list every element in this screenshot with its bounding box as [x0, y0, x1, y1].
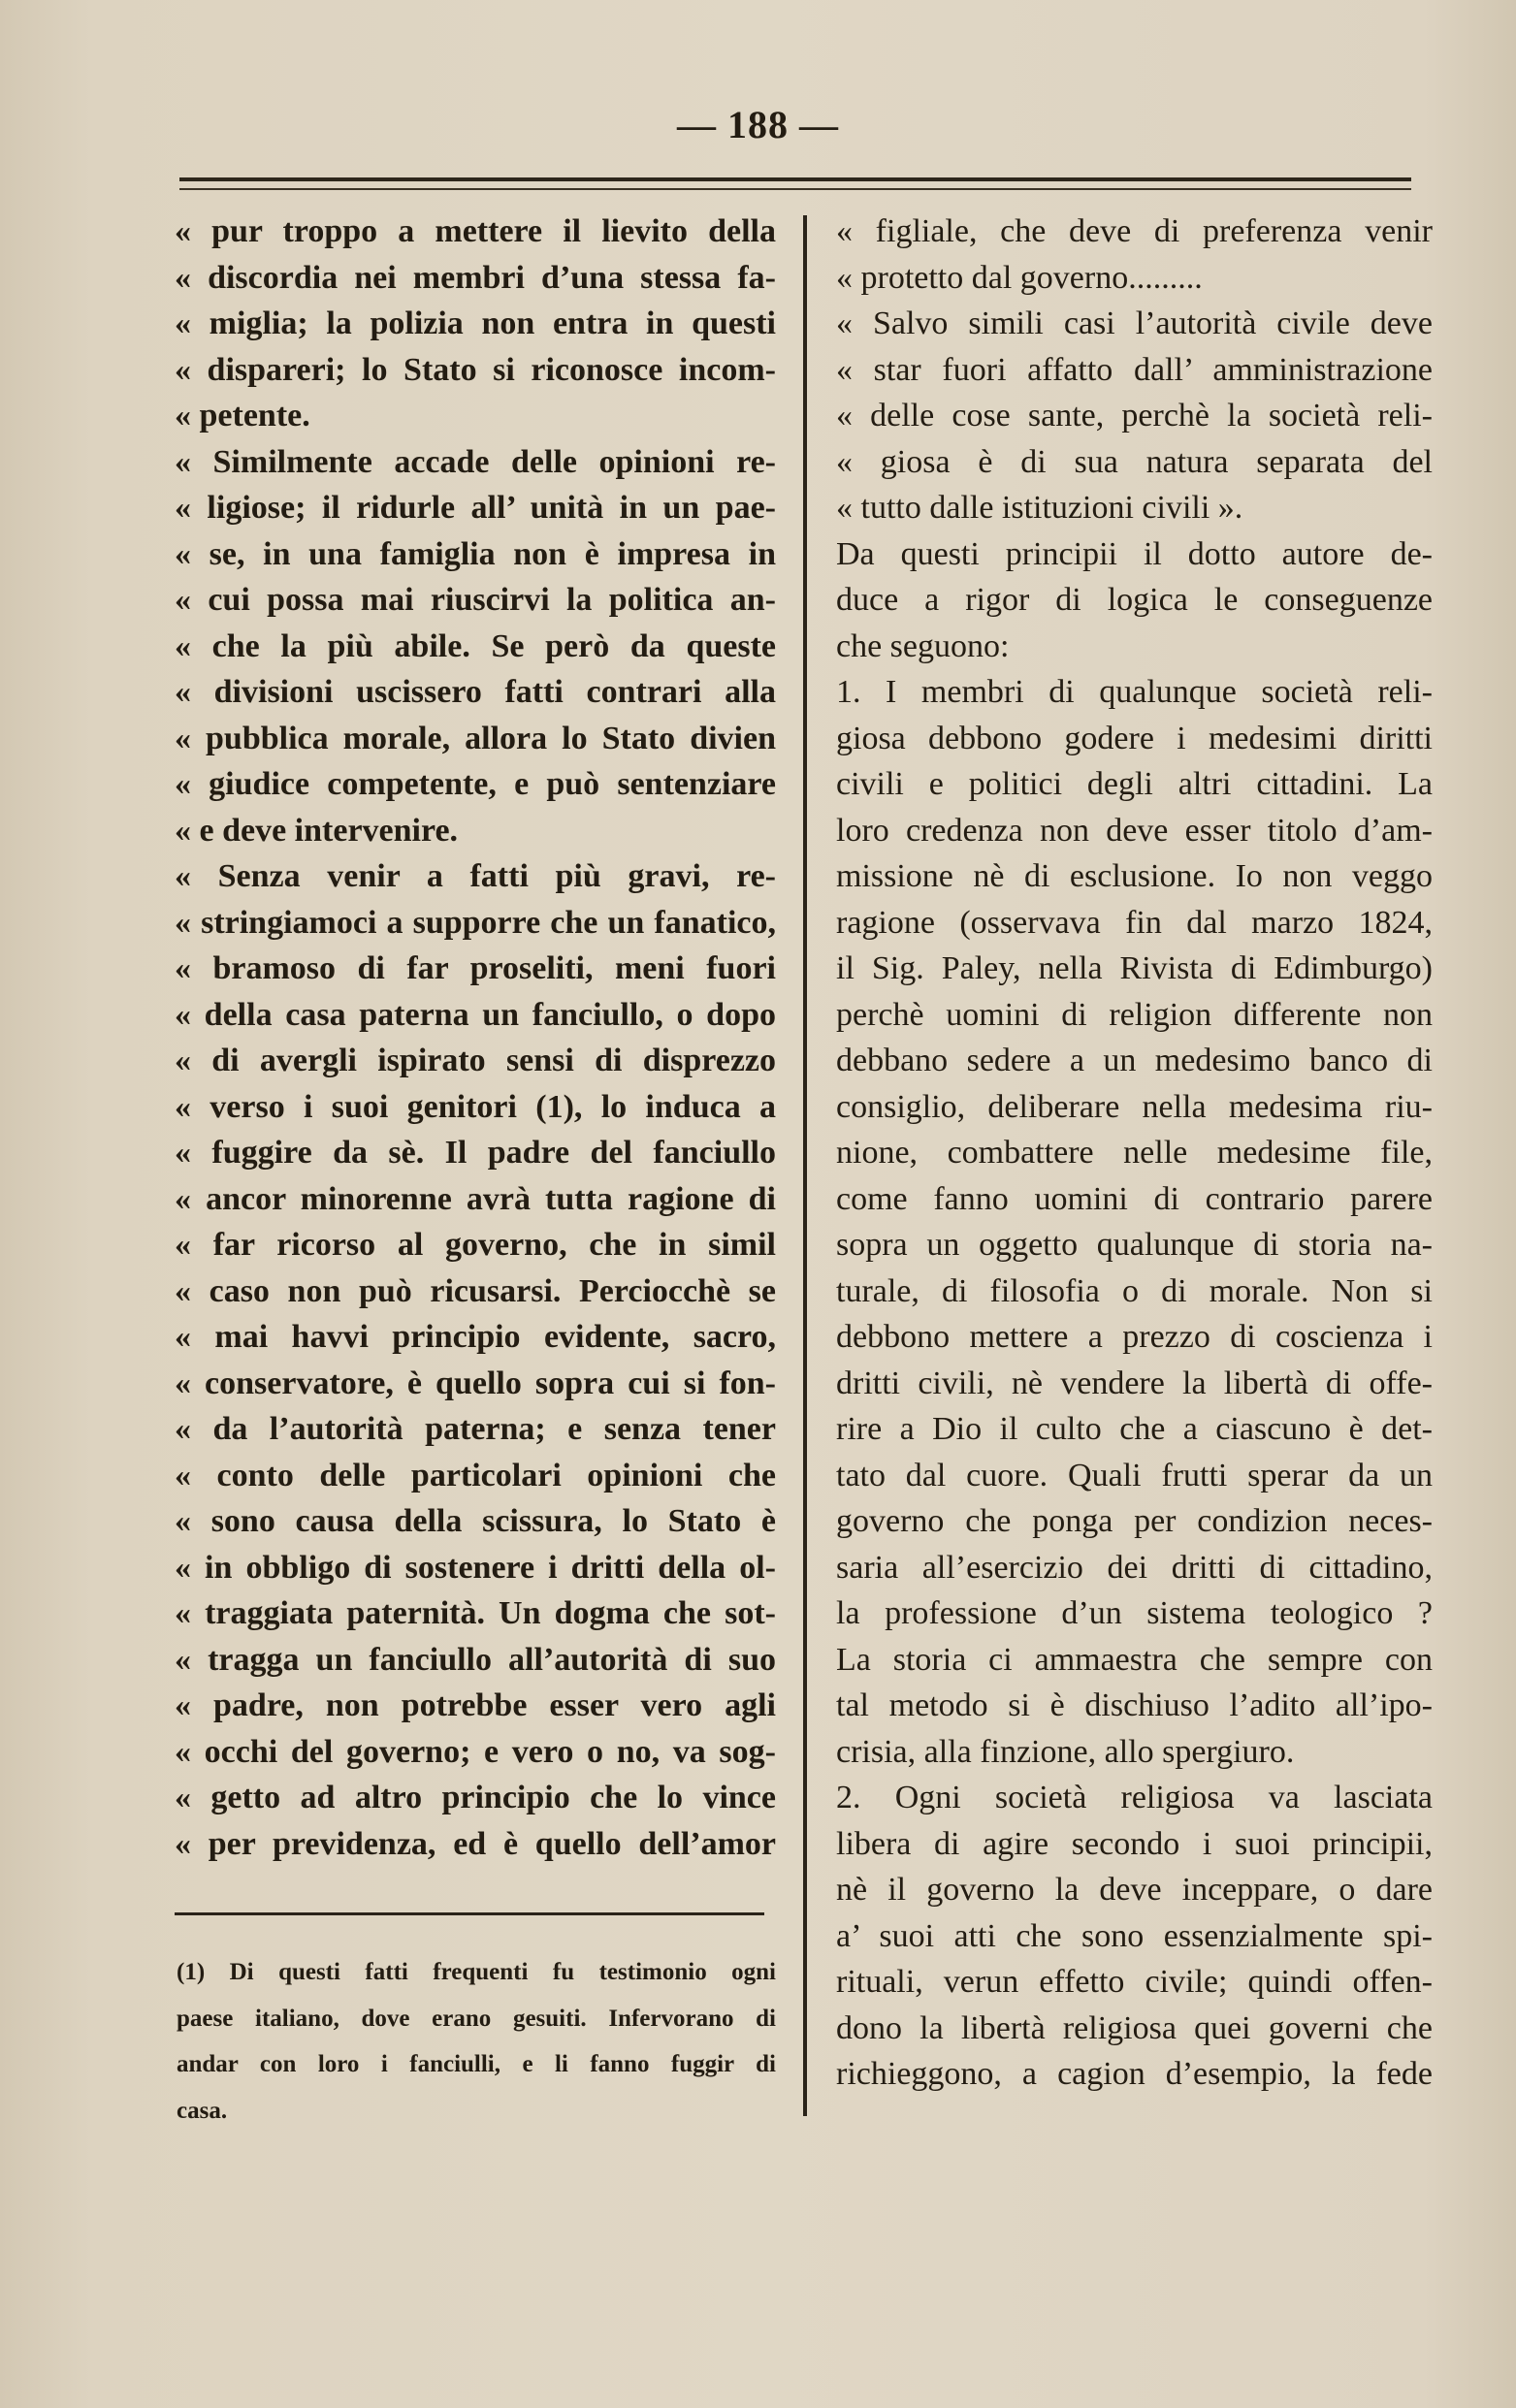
text-line: giosa debbono godere i medesimi diritti	[836, 720, 1433, 756]
text-line: « occhi del governo; e vero o no, va sog-	[175, 1733, 776, 1770]
text-line: « se, in una famiglia non è impresa in	[175, 535, 776, 572]
text-line: 2. Ogni società religiosa va lasciata	[836, 1780, 1433, 1815]
column-divider	[803, 215, 807, 2116]
footnote-line: paese italiano, dove erano gesuiti. Infervorano di	[177, 2005, 776, 2032]
text-line: « conservatore, è quello sopra cui si fon-	[175, 1365, 776, 1401]
text-line: tato dal cuore. Quali frutti sperar da un	[836, 1457, 1433, 1493]
footnote	[177, 1949, 776, 2134]
text-line: consiglio, deliberare nella medesima riu-	[836, 1088, 1433, 1125]
text-line: saria all’esercizio dei dritti di cittadino,	[836, 1549, 1433, 1586]
footnote-line: (1) Di questi fatti frequenti fu testimonio ogni	[177, 1959, 776, 1985]
text-line: missione nè di esclusione. Io non veggo	[836, 858, 1433, 894]
text-line: « divisioni uscissero fatti contrari alla	[175, 674, 776, 710]
text-line: richieggono, a cagion d’esempio, la fede	[836, 2056, 1433, 2092]
text-line: « che la più abile. Se però da queste	[175, 627, 776, 664]
text-line: « miglia; la polizia non entra in questi	[175, 305, 776, 341]
text-line: « giudice competente, e può sentenziare	[175, 766, 776, 802]
text-line: « pur troppo a mettere il lievito della	[175, 213, 776, 249]
text-line: sopra un oggetto qualunque di storia na-	[836, 1227, 1433, 1263]
text-line: « giosa è di sua natura separata del	[836, 443, 1433, 480]
text-line: « mai havvi principio evidente, sacro,	[175, 1319, 776, 1355]
page-number: — 188 —	[677, 103, 839, 146]
text-line: « sono causa della scissura, lo Stato è	[175, 1503, 776, 1539]
text-line: « pubblica morale, allora lo Stato divien	[175, 720, 776, 756]
text-line: « far ricorso al governo, che in simil	[175, 1227, 776, 1263]
text-line: « cui possa mai riuscirvi la politica an-	[175, 582, 776, 618]
text-line: civili e politici degli altri cittadini. La	[836, 766, 1433, 802]
text-line: « ancor minorenne avrà tutta ragione di	[175, 1180, 776, 1217]
text-line: « conto delle particolari opinioni che	[175, 1457, 776, 1493]
text-line: crisia, alla finzione, allo spergiuro.	[836, 1733, 1295, 1770]
text-line: « discordia nei membri d’una stessa fa-	[175, 259, 776, 296]
text-line: rituali, verun effetto civile; quindi offen-	[836, 1964, 1433, 2000]
text-line: « caso non può ricusarsi. Perciocchè se	[175, 1272, 776, 1309]
text-line: « figliale, che deve di preferenza venir	[836, 213, 1433, 249]
header-rule-thin	[179, 188, 1411, 190]
text-line: tal metodo si è dischiuso l’adito all’ipo-	[836, 1687, 1433, 1723]
text-line: « e deve intervenire.	[175, 812, 459, 849]
text-line: « ligiose; il ridurle all’ unità in un pae-	[175, 490, 776, 526]
text-line: « padre, non potrebbe esser vero agli	[175, 1687, 776, 1723]
text-line: « tutto dalle istituzioni civili ».	[836, 490, 1243, 526]
text-line: nione, combattere nelle medesime file,	[836, 1135, 1433, 1171]
text-line: « tragga un fanciullo all’autorità di suo	[175, 1641, 776, 1678]
text-line: perchè uomini di religion differente non	[836, 996, 1433, 1033]
text-line: duce a rigor di logica le conseguenze	[836, 582, 1433, 618]
text-line: 1. I membri di qualunque società reli-	[836, 674, 1433, 710]
text-line: « in obbligo di sostenere i dritti della ol-	[175, 1549, 776, 1586]
text-line: il Sig. Paley, nella Rivista di Edimburgo)	[836, 950, 1433, 986]
right-column	[836, 209, 1433, 2098]
text-line: rire a Dio il culto che a ciascuno è det-	[836, 1411, 1433, 1447]
text-line: come fanno uomini di contrario parere	[836, 1180, 1433, 1217]
text-line: « verso i suoi genitori (1), lo induca a	[175, 1088, 776, 1125]
text-line: « Salvo simili casi l’autorità civile deve	[836, 305, 1433, 341]
text-line: debbono mettere a prezzo di coscienza i	[836, 1319, 1433, 1355]
text-line: « stringiamoci a supporre che un fanatico,	[175, 904, 776, 941]
text-line: « protetto dal governo.........	[836, 259, 1203, 296]
text-line: dritti civili, nè vendere la libertà di offe-	[836, 1365, 1433, 1401]
header-rule	[179, 177, 1411, 181]
text-line: turale, di filosofia o di morale. Non si	[836, 1272, 1433, 1309]
text-line: Da questi principii il dotto autore de-	[836, 535, 1433, 572]
text-line: « da l’autorità paterna; e senza tener	[175, 1411, 776, 1447]
text-line: a’ suoi atti che sono essenzialmente spi-	[836, 1917, 1433, 1954]
left-column	[175, 209, 776, 1867]
footnote-line: andar con loro i fanciulli, e li fanno fuggir di	[177, 2051, 776, 2077]
text-line: « Senza venir a fatti più gravi, re-	[175, 858, 776, 894]
text-line: « traggiata paternità. Un dogma che sot-	[175, 1595, 776, 1631]
text-line: dono la libertà religiosa quei governi che	[836, 2009, 1433, 2046]
text-line: governo che ponga per condizion neces-	[836, 1503, 1433, 1539]
text-line: libera di agire secondo i suoi principii,	[836, 1825, 1433, 1862]
text-line: « bramoso di far proseliti, meni fuori	[175, 950, 776, 986]
text-line: « di avergli ispirato sensi di disprezzo	[175, 1043, 776, 1078]
text-line: ragione (osservava fin dal marzo 1824,	[836, 904, 1433, 941]
text-line: loro credenza non deve esser titolo d’am-	[836, 812, 1433, 849]
text-line: « star fuori affatto dall’ amministrazione	[836, 351, 1433, 388]
text-line: che seguono:	[836, 627, 1010, 664]
footnote-line: casa.	[177, 2097, 228, 2124]
text-line: nè il governo la deve inceppare, o dare	[836, 1872, 1433, 1908]
text-line: « per previdenza, ed è quello dell’amor	[175, 1825, 776, 1862]
text-line: « Similmente accade delle opinioni re-	[175, 443, 776, 480]
text-line: La storia ci ammaestra che sempre con	[836, 1641, 1433, 1678]
text-line: la professione d’un sistema teologico ?	[836, 1595, 1433, 1631]
text-line: « della casa paterna un fanciullo, o dopo	[175, 996, 776, 1033]
text-line: « fuggire da sè. Il padre del fanciullo	[175, 1135, 776, 1171]
text-line: debbano sedere a un medesimo banco di	[836, 1043, 1433, 1078]
footnote-rule	[175, 1912, 764, 1915]
text-line: « petente.	[175, 398, 310, 433]
text-line: « getto ad altro principio che lo vince	[175, 1780, 776, 1815]
text-line: « dispareri; lo Stato si riconosce incom-	[175, 351, 776, 388]
text-line: « delle cose sante, perchè la società reli-	[836, 398, 1433, 433]
